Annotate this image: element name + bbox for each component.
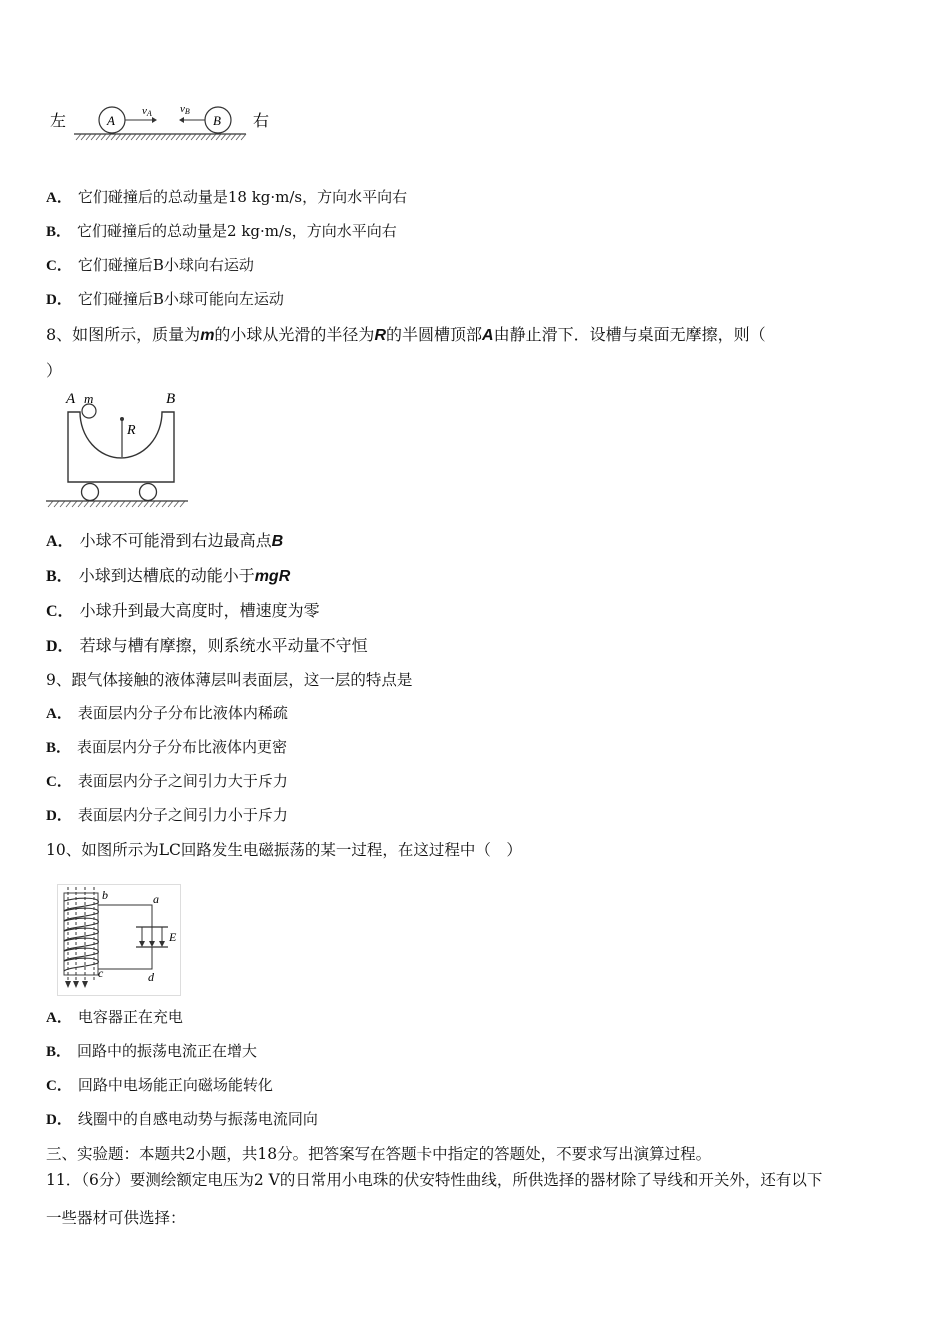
q8-option-d: D． 若球与槽有摩擦，则系统水平动量不守恒 bbox=[46, 636, 368, 655]
label-a: a bbox=[153, 892, 159, 906]
wheel-right bbox=[140, 484, 157, 501]
arrow-vb-head bbox=[179, 117, 184, 123]
q10-option-c: C． 回路中电场能正向磁场能转化 bbox=[46, 1076, 273, 1094]
q10-stem: 10、如图所示为LC回路发生电磁振荡的某一过程，在这过程中（ ） bbox=[46, 841, 522, 859]
q11-line-2: 一些器材可供选择： bbox=[46, 1209, 186, 1227]
q9-stem: 9、跟气体接触的液体薄层叫表面层，这一层的特点是 bbox=[46, 671, 413, 689]
label-e: E bbox=[169, 930, 177, 944]
section-3-heading: 三、实验题：本题共2小题，共18分。把答案写在答题卡中指定的答题处，不要求写出演算过程。 bbox=[46, 1145, 712, 1163]
q10-option-a: A． 电容器正在充电 bbox=[46, 1008, 183, 1026]
wire-top bbox=[98, 905, 152, 927]
q9-option-b: B． 表面层内分子分布比液体内更密 bbox=[46, 738, 288, 756]
groove-body bbox=[68, 412, 174, 482]
q11-line-1: 11．（6分）要测绘额定电压为2 V的日常用小电珠的伏安特性曲线，所供选择的器材除了导线和开关外，还有以下 bbox=[46, 1171, 823, 1189]
q7-option-b: B． 它们碰撞后的总动量是2 kg·m/s，方向水平向右 bbox=[46, 222, 397, 240]
right-label: 右 bbox=[253, 113, 270, 130]
q9-option-a: A． 表面层内分子分布比液体内稀疏 bbox=[46, 704, 288, 722]
ground-hatch bbox=[76, 134, 246, 140]
q8-option-a: A． 小球不可能滑到右边最高点B bbox=[46, 531, 284, 550]
label-b: b bbox=[102, 888, 108, 902]
groove-cart-diagram bbox=[44, 386, 194, 516]
arrow-va-head bbox=[152, 117, 157, 123]
left-label: 左 bbox=[50, 113, 67, 130]
electric-field-arrows bbox=[139, 941, 165, 947]
figure-groove-cart bbox=[44, 386, 194, 516]
q8-option-b: B． 小球到达槽底的动能小于mgR bbox=[46, 566, 291, 585]
q8-stem-end: ） bbox=[46, 361, 63, 380]
va-label: vA bbox=[142, 105, 152, 118]
q10-option-d: D． 线圈中的自感电动势与振荡电流同向 bbox=[46, 1110, 318, 1128]
q7-option-d: D． 它们碰撞后B小球可能向左运动 bbox=[46, 290, 284, 308]
label-m: m bbox=[84, 391, 94, 406]
inductor-coil bbox=[64, 898, 98, 971]
vb-label: vB bbox=[180, 103, 190, 116]
q8-stem: 8、如图所示，质量为m的小球从光滑的半径为R的半圆槽顶部A由静止滑下．设槽与桌面无摩擦，则（ bbox=[46, 325, 766, 344]
figure-collision bbox=[46, 96, 286, 152]
ball-b-label: B bbox=[213, 113, 221, 128]
q9-option-c: C． 表面层内分子之间引力大于斥力 bbox=[46, 772, 288, 790]
label-r: R bbox=[127, 423, 136, 438]
wheel-left bbox=[82, 484, 99, 501]
q9-option-d: D． 表面层内分子之间引力小于斥力 bbox=[46, 806, 288, 824]
collision-diagram bbox=[46, 96, 286, 152]
q7-option-a: A． 它们碰撞后的总动量是18 kg·m/s，方向水平向右 bbox=[46, 188, 408, 206]
label-d: d bbox=[148, 970, 154, 984]
label-b: B bbox=[166, 391, 176, 407]
q8-option-c: C． 小球升到最大高度时，槽速度为零 bbox=[46, 601, 320, 620]
table-hatch bbox=[48, 501, 185, 507]
ball-a-label: A bbox=[107, 113, 115, 128]
electric-field-lines bbox=[142, 927, 162, 943]
figure-lc-circuit bbox=[57, 884, 181, 996]
label-c: c bbox=[98, 966, 104, 980]
q7-option-c: C． 它们碰撞后B小球向右运动 bbox=[46, 256, 254, 274]
q10-option-b: B． 回路中的振荡电流正在增大 bbox=[46, 1042, 258, 1060]
wire-bottom bbox=[98, 947, 152, 969]
lc-circuit-diagram bbox=[58, 885, 178, 993]
small-ball bbox=[82, 404, 96, 418]
field-arrows bbox=[65, 981, 88, 988]
label-a: A bbox=[66, 391, 76, 407]
